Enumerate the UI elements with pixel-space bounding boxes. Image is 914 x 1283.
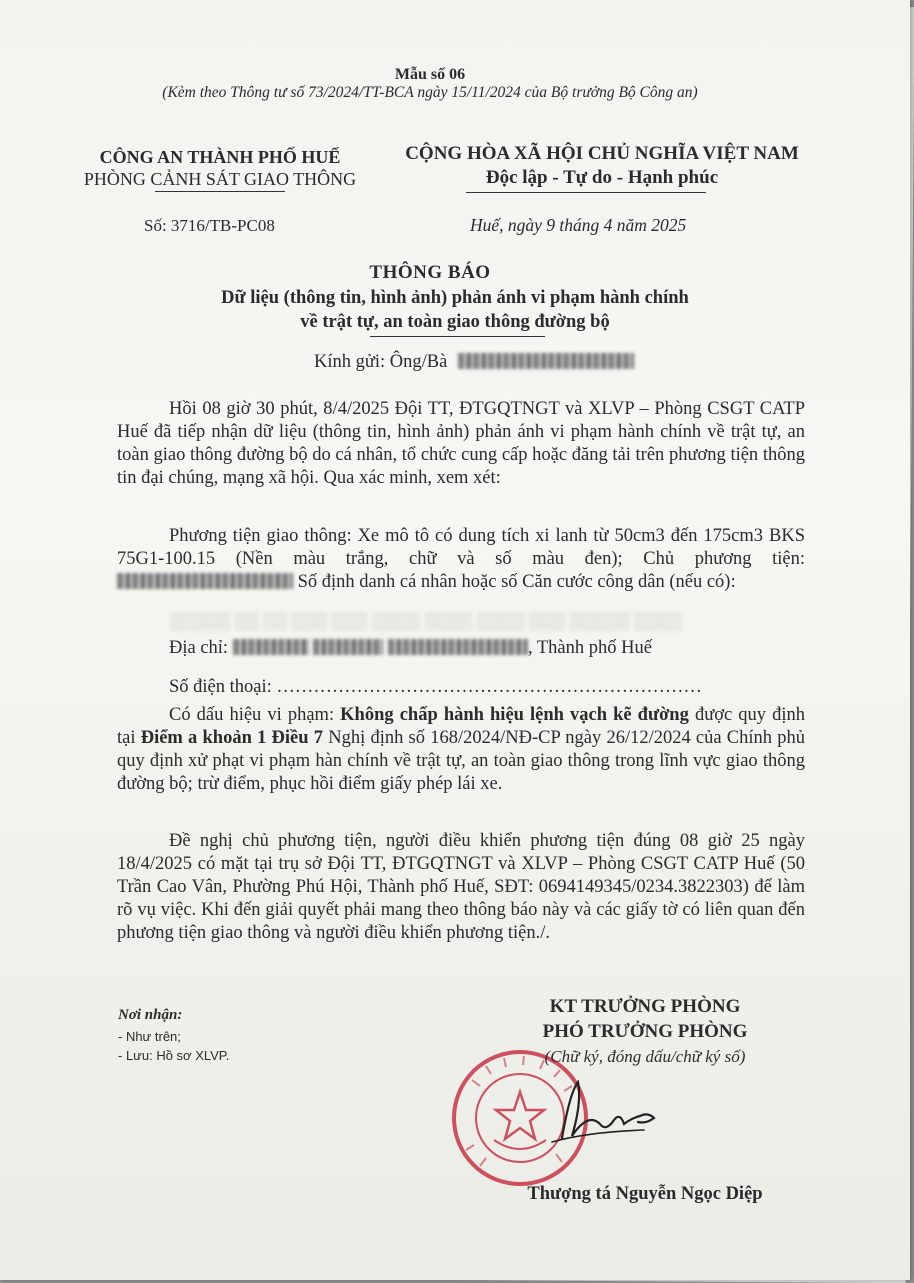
- violation-tail: Nghị định số 168/2024/NĐ-CP ngày 26/12/2024 của Chính phủ quy định xử phạt vi phạm hàn chính về trật tự, an toàn giao thông trong lĩnh vực giao thông đường bộ; trừ điểm, phục hồi điểm giấy phép lái xe.: [117, 728, 806, 794]
- recipient-label: Kính gửi: Ông/Bà: [314, 352, 448, 372]
- paragraph-violation: [117, 704, 805, 796]
- document-number: Số: 3716/TB-PC08: [144, 216, 275, 235]
- national-motto: Độc lập - Tự do - Hạnh phúc: [485, 167, 719, 188]
- document-subtitle-1: Dữ liệu (thông tin, hình ảnh) phản ánh vi phạm hành chính: [221, 288, 689, 308]
- redacted-address-2: [313, 639, 383, 655]
- paragraph-address: [117, 637, 805, 660]
- redacted-address-3: [388, 639, 528, 655]
- agency-name: CÔNG AN THÀNH PHỐ HUẾ: [99, 147, 341, 167]
- address-label: Địa chỉ:: [169, 638, 229, 658]
- agency-underline: [155, 191, 285, 192]
- recipients-item: - Như trên;: [118, 1029, 181, 1044]
- motto-underline: [466, 192, 706, 193]
- recipients-item: - Lưu: Hồ sơ XLVP.: [118, 1048, 230, 1063]
- subtitle-underline: [370, 336, 545, 337]
- paragraph-phone: Số điện thoại: ……………………………………………………………: [169, 677, 702, 697]
- form-number: Mẫu số 06: [394, 66, 466, 83]
- agency-header: [60, 146, 380, 190]
- attached-note: (Kèm theo Thông tư số 73/2024/TT-BCA ngày 15/11/2024 của Bộ trưởng Bộ Công an): [162, 84, 698, 101]
- violation-clause: Điểm a khoản 1 Điều 7: [140, 728, 324, 748]
- recipients-title: Nơi nhận:: [118, 1007, 183, 1023]
- recipient-line: [314, 352, 634, 373]
- paragraph-vehicle: [117, 525, 805, 594]
- violation-name: Không chấp hành hiệu lệnh vạch kẽ đường: [340, 705, 689, 725]
- signature-note: (Chữ ký, đóng dấu/chữ ký số): [544, 1047, 746, 1066]
- signature-authority: KT TRƯỞNG PHÒNG: [549, 996, 741, 1017]
- violation-lead: Có dấu hiệu vi phạm:: [169, 705, 335, 725]
- redacted-owner: [117, 573, 293, 589]
- address-city: , Thành phố Huế: [527, 638, 652, 658]
- place-date: Huế, ngày 9 tháng 4 năm 2025: [470, 215, 687, 235]
- vehicle-text: Phương tiện giao thông: Xe mô tô có dung tích xi lanh từ 50cm3 đến 175cm3 BKS 75G1-100.15 (Nền màu trắng, chữ và số màu đen); Chủ phương tiện:: [117, 526, 805, 569]
- signer-name: Thượng tá Nguyễn Ngọc Diệp: [527, 1184, 763, 1204]
- paragraph-request: Đề nghị chủ phương tiện, người điều khiển phương tiện đúng 08 giờ 25 ngày 18/4/2025 có mặt tại trụ sở Đội TT, ĐTGQTNGT và XLVP – Phòng CSGT CATP Huế (50 Trần Cao Vân, Phường Phú Hội, Thành phố Huế, SĐT: 0694149345/0234.3822303) để làm rõ vụ việc. Khi đến giải quyết phải mang theo thông báo này và các giấy tờ có liên quan đến phương tiện giao thông và người điều khiển phương tiện./.: [117, 831, 805, 943]
- agency-department: PHÒNG CẢNH SÁT GIAO THÔNG: [83, 169, 357, 189]
- signature-position: PHÓ TRƯỞNG PHÒNG: [542, 1021, 748, 1042]
- paragraph-intro: Hồi 08 giờ 30 phút, 8/4/2025 Đội TT, ĐTGQTNGT và XLVP – Phòng CSGT CATP Huế đã tiếp nhận dữ liệu (thông tin, hình ảnh) phản ánh vi phạm hành chính về trật tự, an toàn giao thông đường bộ do cá nhân, tổ chức cung cấp hoặc đăng tải trên phương tiện thông tin đại chúng, mạng xã hội. Qua xác minh, xem xét:: [117, 399, 805, 488]
- handwritten-signature-icon: [548, 1072, 668, 1152]
- document-title: THÔNG BÁO: [369, 262, 491, 283]
- faded-background-text: ▒▒▒▒▒ ▒▒ ▒▒ ▒▒▒ ▒▒▒ ▒▒▒▒ ▒▒▒▒ ▒▒▒▒ ▒▒▒ ▒▒▒▒▒ ▒▒▒▒: [170, 611, 683, 630]
- document-subtitle-2: về trật tự, an toàn giao thông đường bộ: [300, 312, 610, 332]
- redacted-address-1: [233, 639, 309, 655]
- national-header: [372, 142, 832, 190]
- violation-mid: được quy định tại: [117, 705, 805, 748]
- redacted-name: [458, 353, 634, 369]
- id-text: Số định danh cá nhân hoặc số Căn cước công dân (nếu có):: [297, 572, 736, 592]
- country-name: CỘNG HÒA XÃ HỘI CHỦ NGHĨA VIỆT NAM: [405, 143, 799, 164]
